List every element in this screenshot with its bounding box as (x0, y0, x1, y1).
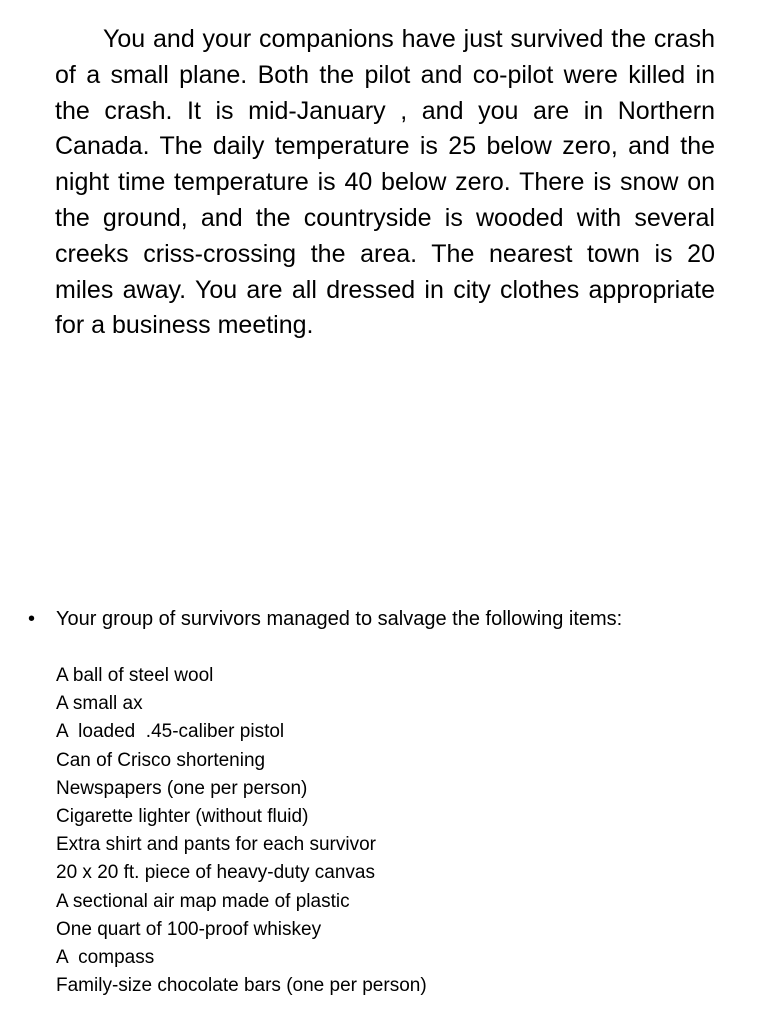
bullet-marker: • (28, 608, 36, 630)
list-item: A sectional air map made of plastic (56, 890, 350, 912)
list-item: Can of Crisco shortening (56, 749, 266, 771)
list-item: Extra shirt and pants for each survivor (56, 834, 376, 856)
list-item: Cigarette lighter (without fluid) (56, 806, 309, 828)
salvaged-items-list (56, 662, 427, 1000)
list-item: 20 x 20 ft. piece of heavy-duty canvas (56, 862, 375, 884)
list-item: One quart of 100-proof whiskey (56, 918, 322, 940)
list-item: Family-size chocolate bars (one per person) (56, 975, 427, 997)
list-item: A small ax (56, 693, 143, 715)
list-item: Newspapers (one per person) (56, 777, 308, 799)
list-item: A compass (56, 947, 155, 969)
list-item: A loaded .45-caliber pistol (56, 721, 285, 743)
list-item: A ball of steel wool (56, 665, 214, 686)
salvage-intro-text: Your group of survivors managed to salvage the following items: (56, 608, 623, 630)
scenario-paragraph: You and your companions have just survived the crash of a small plane. Both the pilot and co-pilot were killed in the crash. It is mid-January , and you are in Northern Canada. The daily temperature is 25 below zero, and the night time temperature is 40 below zero. There is snow on the ground, and the countryside is wooded with several creeks criss-crossing the area. The nearest town is 20 miles away. You are all dressed in city clothes appropriate for a business meeting. (55, 25, 715, 340)
